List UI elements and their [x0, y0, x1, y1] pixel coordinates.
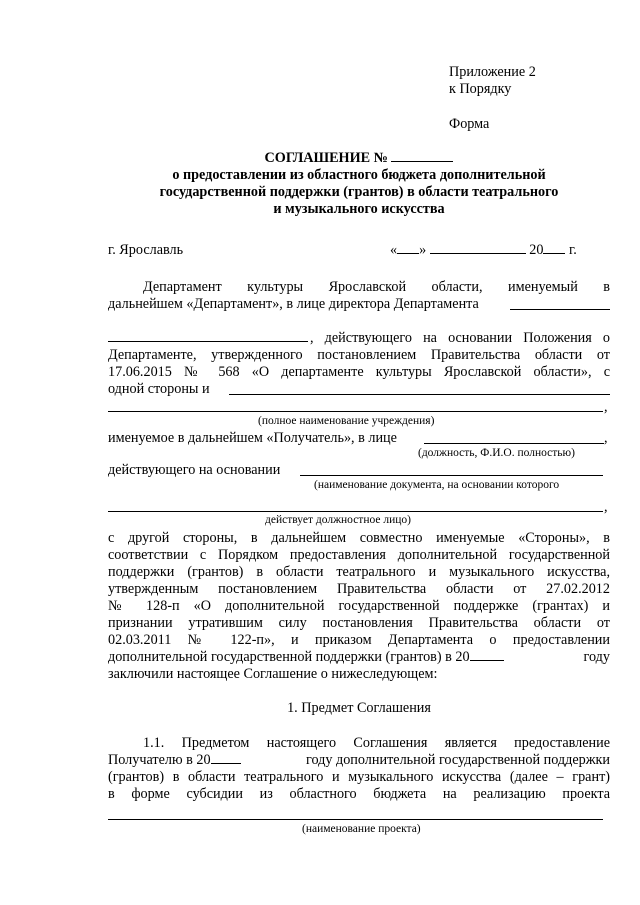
institution-hint: (полное наименование учреждения)	[258, 415, 435, 427]
preamble-line-9: действующего на основании	[108, 462, 281, 478]
preamble-line-8: именуемое в дальнейшем «Получатель», в лице	[108, 430, 397, 446]
basis-document-hint: (наименование документа, на основании которого	[314, 479, 560, 491]
preamble-line-5: 17.06.2015 № 568 «О департаменте культуры Ярославской области», с	[108, 364, 610, 380]
preamble-para-line-4: утвержденным постановлением Правительства области от 27.02.2012	[108, 581, 610, 597]
basis-document-blank	[300, 475, 603, 476]
director-name-blank-2	[108, 341, 308, 342]
day-blank	[397, 253, 419, 254]
grant-year-blank	[470, 660, 504, 661]
agreement-subtitle-2: государственной поддержки (грантов) в области театрального	[159, 184, 559, 200]
agreement-subtitle-1: о предоставлении из областного бюджета дополнительной	[172, 167, 546, 183]
position-comma: ,	[604, 430, 608, 446]
agreement-title	[108, 150, 610, 167]
basis-document-blank-2	[108, 511, 603, 512]
year-suffix: г.	[569, 242, 577, 258]
section-1-line-4: в форме субсидии из областного бюджета на реализацию проекта	[108, 786, 610, 802]
project-name-hint: (наименование проекта)	[302, 823, 421, 835]
year-blank	[543, 253, 565, 254]
preamble-para-line-8-b: году	[583, 649, 610, 665]
year-prefix: 20	[529, 242, 544, 258]
section-1-line-2	[108, 752, 610, 769]
institution-comma: ,	[604, 399, 608, 415]
institution-blank-1	[229, 394, 610, 395]
preamble-line-2: дальнейшем «Департамент», в лице директора Департамента	[108, 296, 479, 312]
preamble-para-line-1: с другой стороны, в дальнейшем совместно именуемые «Стороны», в	[108, 530, 610, 546]
preamble-para-line-3: поддержки (грантов) в области театрального и музыкального искусства,	[108, 564, 610, 580]
order-reference: к Порядку	[449, 81, 512, 97]
preamble-para-line-8-a: дополнительной государственной поддержки (грантов) в 20	[108, 649, 470, 665]
agreement-subtitle-3: и музыкального искусства	[273, 201, 445, 217]
section-1-line-2-text	[108, 752, 241, 769]
preamble-para-line-9: заключили настоящее Соглашение о нижеследующем:	[108, 666, 438, 682]
agreement-title-text: СОГЛАШЕНИЕ №	[264, 150, 388, 166]
preamble-para-line-8	[108, 649, 610, 666]
city-label: г. Ярославль	[108, 242, 184, 258]
official-hint: действует должностное лицо)	[265, 514, 411, 526]
quote-open: «	[390, 242, 398, 258]
preamble-para-line-7: 02.03.2011 № 122-п», и приказом Департамента о предоставлении	[108, 632, 610, 648]
position-hint: (должность, Ф.И.О. полностью)	[418, 447, 575, 459]
preamble-para-line-2: соответствии с Порядком предоставления дополнительной государственной	[108, 547, 610, 563]
basis-document-comma: ,	[604, 499, 608, 515]
section-1-heading: 1. Предмет Соглашения	[287, 700, 431, 716]
preamble-line-6: одной стороны и	[108, 381, 210, 397]
section-1-line-2-b: году дополнительной государственной поддержки	[305, 752, 610, 768]
section-1-line-3: (грантов) в области театрального и музыкального искусства (далее – грант)	[108, 769, 610, 785]
project-name-blank	[108, 819, 603, 820]
month-blank	[430, 253, 526, 254]
institution-blank-2	[108, 411, 603, 412]
quote-close: »	[419, 242, 427, 258]
director-name-blank	[510, 309, 610, 310]
preamble-para-line-5: № 128-п «О дополнительной государственной поддержке (грантах) и	[108, 598, 610, 614]
date-line	[390, 242, 577, 259]
position-blank	[424, 443, 604, 444]
preamble-para-line-6: признании утратившим силу постановления Правительства области от	[108, 615, 610, 631]
form-label: Форма	[449, 116, 490, 132]
section-1-line-2-a: Получателю в 20	[108, 752, 211, 768]
preamble-para-line-8-text	[108, 649, 504, 666]
preamble-line-3: , действующего на основании Положения о	[310, 330, 610, 346]
preamble-line-1: Департамент культуры Ярославской области, именуемый в	[143, 279, 610, 295]
project-year-blank	[211, 763, 241, 764]
section-1-line-1: 1.1. Предметом настоящего Соглашения является предоставление	[143, 735, 610, 751]
appendix-label: Приложение 2	[449, 64, 536, 80]
agreement-number-blank	[391, 161, 453, 162]
preamble-line-4: Департаменте, утвержденного постановлением Правительства области от	[108, 347, 610, 363]
